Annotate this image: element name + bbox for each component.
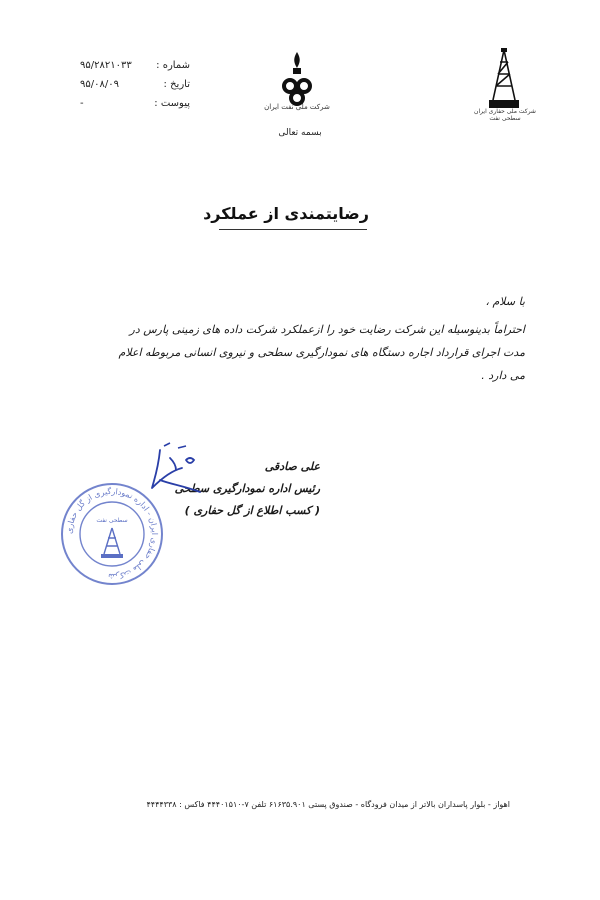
bismillah: بسمه تعالی [278,128,322,138]
attachment-label: پیوست : [154,98,190,109]
drilling-rig-logo-icon [487,48,521,112]
body-line: می دارد . [481,369,525,382]
date-label: تاریخ : [163,79,190,90]
letter-title: رضایتمندی از عملکرد [203,204,369,223]
signer-name: علی صادقی [264,460,320,473]
signer-note: ( کسب اطلاع از گل حفاری ) [184,504,320,517]
title-underline [219,229,367,230]
svg-text:شرکت ملی حفاری ایران - اداره ن [65,486,159,581]
reference-number-value: ۹۵/۲۸۲۱۰۳۳ [80,60,132,71]
letter-body [78,318,525,387]
greeting: با سلام ، [485,295,525,308]
date-value: ۹۵/۰۸/۰۹ [80,79,119,90]
company-caption: شرکت ملی حفاری ایران سطحی نفت [474,108,536,122]
date-row [80,75,190,94]
body-line: مدت اجرای قرارداد اجاره دستگاه های نمودارگیری سطحی و نیروی انسانی مربوطه اعلام [118,346,525,359]
attachment-value: - [80,98,85,109]
reference-number-label: شماره : [156,60,190,71]
attachment-row [80,94,190,113]
stamp-outer-text: شرکت ملی حفاری ایران - اداره نمودارگیری از گل حفاری [64,486,160,582]
body-line: احتراماً بدینوسیله این شرکت رضایت خود را ازعملکرد شرکت داده های زمینی پارس در [129,323,525,336]
reference-number-row [80,56,190,75]
reference-block [80,56,190,113]
signer-position: رئیس اداره نمودارگیری سطحی [174,482,320,495]
footer-address: اهواز - بلوار پاسداران بالاتر از میدان فرودگاه - صندوق پستی ۶۱۶۳۵.۹۰۱ تلفن ۷-۴۴۴۰۱۵۱۰ فاکس : ۴۴۴۴۳۳۸ [146,800,510,809]
stamp-inner-text: سطحی نفت [96,517,128,524]
nioc-caption: شرکت ملی نفت ایران [264,103,330,111]
official-stamp-icon [58,480,166,588]
